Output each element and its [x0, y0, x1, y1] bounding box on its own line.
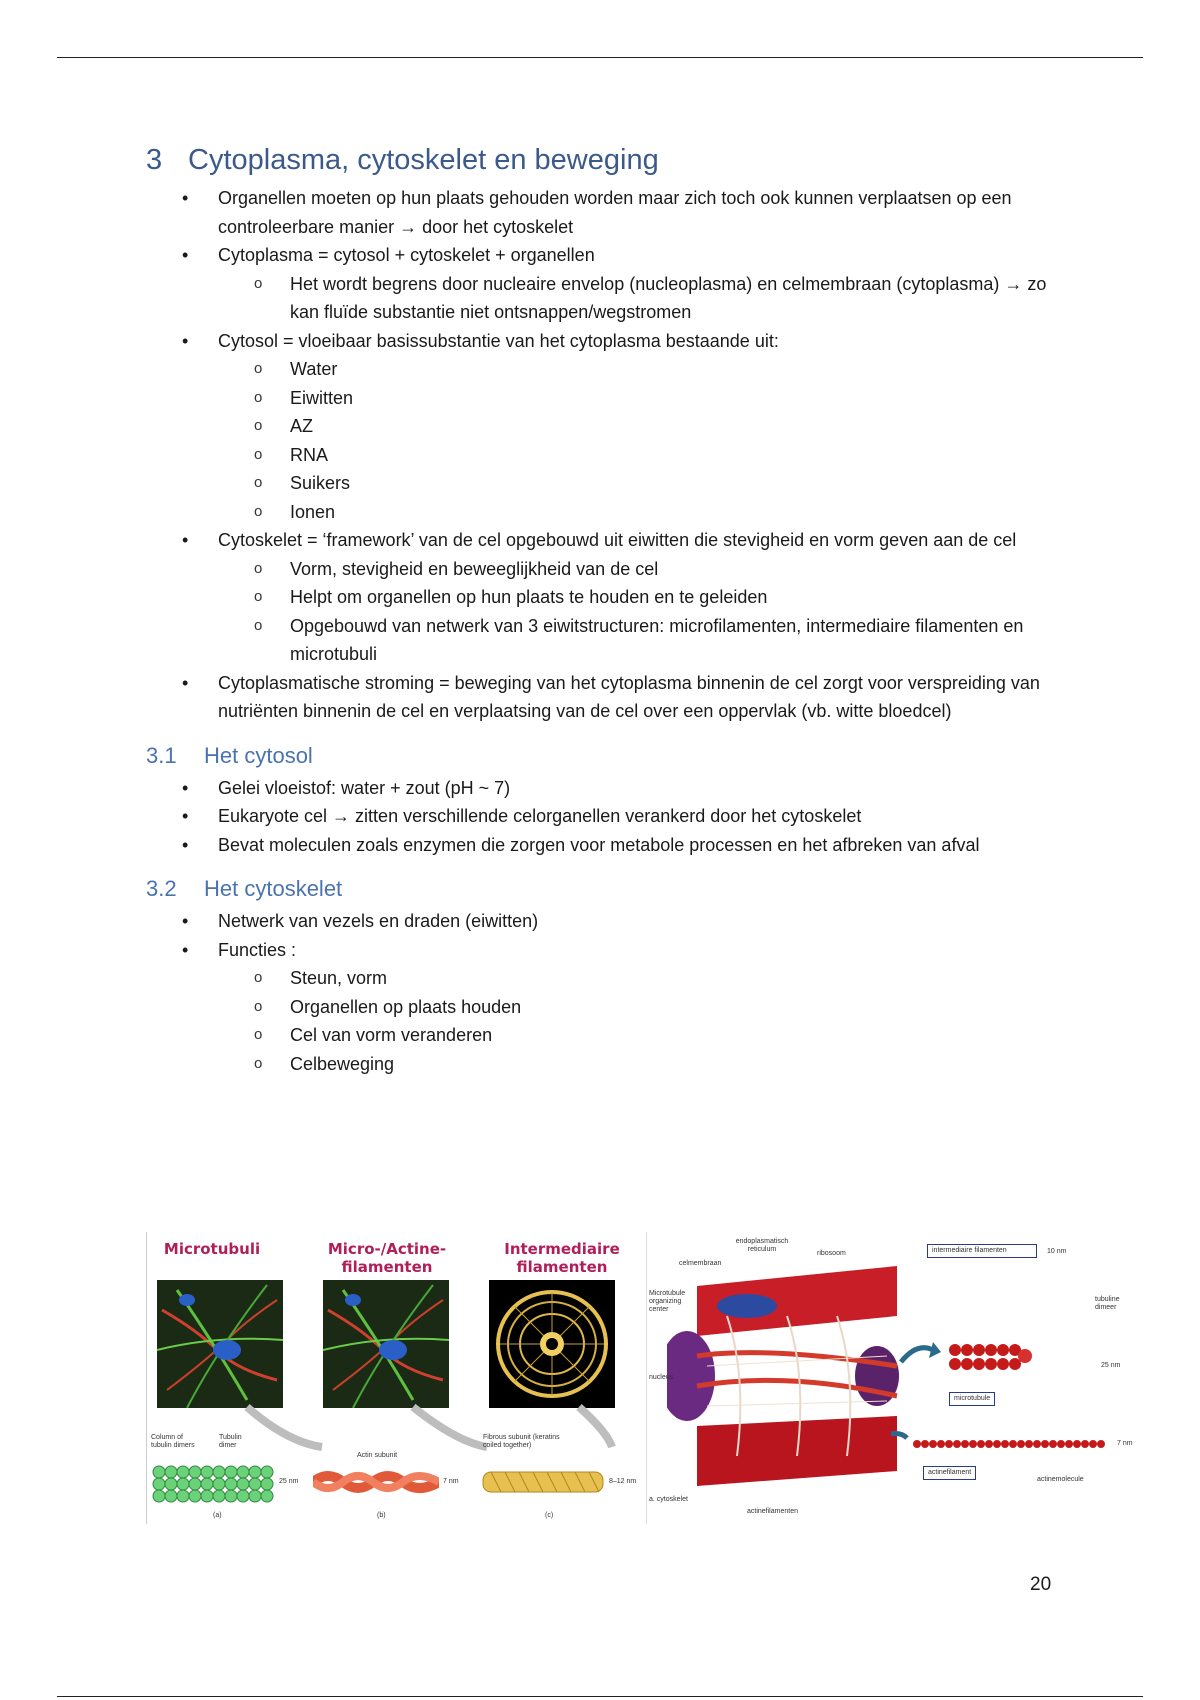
- cytoskeleton-diagram: [646, 1232, 1147, 1524]
- list-item: • Cytoskelet = ‘framework’ van de cel opgebouwd uit eiwitten die stevigheid en vorm geven aan de cel o Vorm, stevigheid en beweeglijkheid van de cel o Helpt om organellen op hun plaats te houden en te geleiden o Opgebouwd van netwerk van 3 eiwitstructuren: microfilamenten, intermediaire filamenten en microtubuli: [146, 526, 1066, 669]
- section-3-heading: 3 Cytoplasma, cytoskelet en beweging: [146, 144, 659, 176]
- section-3-2-heading: 3.2 Het cytoskelet: [146, 876, 343, 901]
- cell-cytoskeleton-illustration: [667, 1256, 917, 1496]
- box-actinefilament: actinefilament: [923, 1466, 976, 1480]
- label-a-cytoskelet: a. cytoskelet: [649, 1496, 688, 1503]
- label-column-tubulin: Column of tubulin dimers: [151, 1434, 195, 1449]
- arrow-and-actinefilament: [887, 1428, 1127, 1458]
- label-actin-subunit: Actin subunit: [357, 1452, 398, 1459]
- sub-list-item: o Vorm, stevigheid en beweeglijkheid van de cel: [146, 555, 1066, 584]
- filament-types-panel: [146, 1232, 647, 1524]
- sub-list-item: o Helpt om organellen op hun plaats te houden en te geleiden: [146, 583, 1066, 612]
- section-3-list: [146, 184, 1066, 726]
- box-microtubule: microtubule: [949, 1392, 995, 1406]
- sub-list-item: o RNA: [146, 441, 1066, 470]
- list-item: • Eukaryote cel → zitten verschillende celorganellen verankerd door het cytoskelet: [146, 802, 1066, 831]
- sub-list-item: o Het wordt begrens door nucleaire envelop (nucleoplasma) en celmembraan (cytoplasma) → zo kan fluïde substantie niet ontsnappen/wegstromen: [146, 270, 1066, 327]
- label-fibrous-subunit: Fibrous subunit (keratins coiled together): [483, 1434, 560, 1449]
- section-3-1-list: [146, 774, 1066, 860]
- microtubule-structure: [151, 1460, 281, 1506]
- header-rule: [57, 57, 1143, 58]
- sub-list-item: o Cel van vorm veranderen: [146, 1021, 1066, 1050]
- section-3-2-list: [146, 907, 1066, 1078]
- label-er: endoplasmatisch reticulum: [735, 1238, 789, 1253]
- cytoskeleton-figure: [146, 1232, 1146, 1524]
- micrograph-microtubuli: [157, 1280, 283, 1408]
- micrograph-actine: [323, 1280, 449, 1408]
- label-tubulin-dimer: Tubulin dimer: [219, 1434, 242, 1449]
- label-8-12nm: 8–12 nm: [609, 1478, 637, 1485]
- list-item: • Functies : o Steun, vorm o Organellen op plaats houden o Cel van vorm veranderen o Celbeweging: [146, 936, 1066, 1079]
- box-intermediaire-filamenten: intermediaire filamenten: [927, 1244, 1037, 1258]
- intermediate-structure: [481, 1468, 607, 1496]
- label-actinefilamenten: actinefilamenten: [747, 1508, 798, 1515]
- label-actinemolecule: actinemolecule: [1037, 1476, 1084, 1483]
- sub-list-item: o Suikers: [146, 469, 1066, 498]
- label-25nm-right: 25 nm: [1101, 1362, 1121, 1369]
- list-item: • Bevat moleculen zoals enzymen die zorgen voor metabole processen en het afbreken van afval: [146, 831, 1066, 860]
- label-a: (a): [213, 1512, 222, 1519]
- sub-list-item: o Eiwitten: [146, 384, 1066, 413]
- list-item: • Cytoplasma = cytosol + cytoskelet + organellen o Het wordt begrens door nucleaire envelop (nucleoplasma) en celmembraan (cytoplasma) → zo kan fluïde substantie niet ontsnappen/wegstromen: [146, 241, 1066, 327]
- curved-arrows: [227, 1402, 627, 1462]
- micrograph-intermediaire: [489, 1280, 615, 1408]
- label-10nm: 10 nm: [1047, 1248, 1067, 1255]
- label-c: (c): [545, 1512, 554, 1519]
- list-item: • Gelei vloeistof: water + zout (pH ~ 7): [146, 774, 1066, 803]
- label-mtoc: Microtubule organizing center: [649, 1290, 686, 1313]
- label-ribosoom: ribosoom: [817, 1250, 846, 1257]
- label-celmembraan: celmembraan: [679, 1260, 722, 1267]
- sub-list-item: o Steun, vorm: [146, 964, 1066, 993]
- sub-list-item: o AZ: [146, 412, 1066, 441]
- list-item: • Cytoplasmatische stroming = beweging van het cytoplasma binnenin de cel zorgt voor verspreiding van nutriënten binnenin de cel en verplaatsing van de cel over een oppervlak (vb. witte bloedcel): [146, 669, 1066, 726]
- sub-list-item: o Celbeweging: [146, 1050, 1066, 1079]
- list-item: • Netwerk van vezels en draden (eiwitten): [146, 907, 1066, 936]
- list-item: • Organellen moeten op hun plaats gehouden worden maar zich toch ook kunnen verplaatsen op een controleerbare manier → door het cytoskelet: [146, 184, 1066, 241]
- label-nucleus: nucleus: [649, 1374, 674, 1381]
- section-3-1-heading: 3.1 Het cytosol: [146, 742, 313, 768]
- label-b: (b): [377, 1512, 386, 1519]
- panel-title-microtubuli: Microtubuli: [163, 1240, 261, 1258]
- page-number: 20: [1030, 1574, 1052, 1595]
- label-25nm-a: 25 nm: [279, 1478, 299, 1485]
- label-tubuline-dimeer: tubuline dimeer: [1095, 1296, 1120, 1311]
- arrow-and-microtubule: [897, 1332, 1037, 1384]
- page-content: [146, 140, 1066, 1078]
- list-item: • Cytosol = vloeibaar basissubstantie van het cytoplasma bestaande uit: o Water o Eiwitten o AZ o RNA o Suikers o Ionen: [146, 327, 1066, 527]
- sub-list-item: o Opgebouwd van netwerk van 3 eiwitstructuren: microfilamenten, intermediaire filamenten en microtubuli: [146, 612, 1066, 669]
- sub-list-item: o Ionen: [146, 498, 1066, 527]
- footer-rule: [57, 1696, 1143, 1697]
- actin-structure: [313, 1468, 439, 1496]
- panel-title-microfilamenten: Micro-/Actine-filamenten: [327, 1240, 447, 1276]
- label-7nm-b: 7 nm: [443, 1478, 459, 1485]
- sub-list-item: o Organellen op plaats houden: [146, 993, 1066, 1022]
- label-7nm-right: 7 nm: [1117, 1440, 1133, 1447]
- panel-title-intermediaire: Intermediaire filamenten: [504, 1240, 620, 1276]
- sub-list-item: o Water: [146, 355, 1066, 384]
